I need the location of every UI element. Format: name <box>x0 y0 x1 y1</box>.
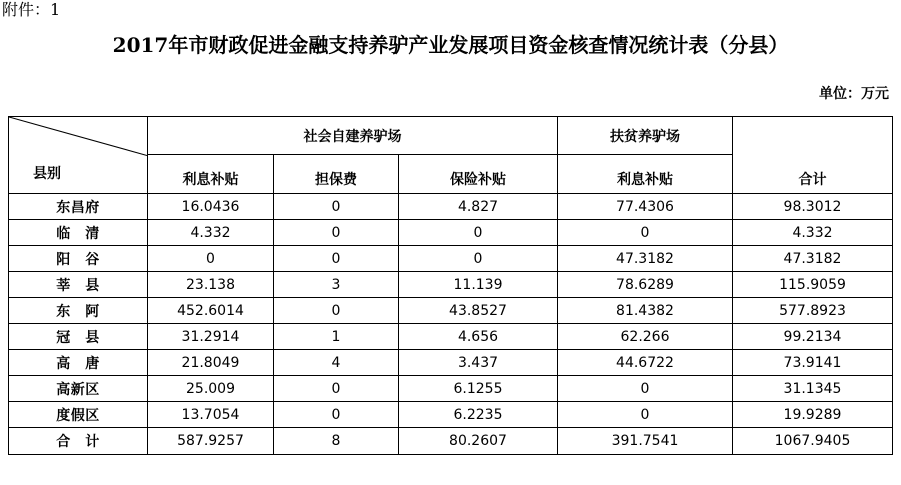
guarantee-cell: 0 <box>274 194 399 220</box>
total-cell: 577.8923 <box>733 298 893 324</box>
poverty-interest-cell: 0 <box>558 402 733 428</box>
column-header-guarantee: 担保费 <box>274 155 399 194</box>
insurance-cell: 3.437 <box>399 350 558 376</box>
total-cell: 115.9059 <box>733 272 893 298</box>
diagonal-line <box>9 117 147 193</box>
interest-cell: 0 <box>148 246 274 272</box>
county-cell: 高新区 <box>9 376 148 402</box>
table-row <box>9 246 893 272</box>
column-header-insurance: 保险补贴 <box>399 155 558 194</box>
total-cell: 4.332 <box>733 220 893 246</box>
county-cell: 东昌府 <box>9 194 148 220</box>
poverty-interest-cell: 47.3182 <box>558 246 733 272</box>
interest-cell: 21.8049 <box>148 350 274 376</box>
insurance-cell: 0 <box>399 246 558 272</box>
county-cell: 东 阿 <box>9 298 148 324</box>
group-header-social: 社会自建养驴场 <box>148 117 558 155</box>
county-cell: 阳 谷 <box>9 246 148 272</box>
guarantee-cell: 4 <box>274 350 399 376</box>
group-header-poverty: 扶贫养驴场 <box>558 117 733 155</box>
county-cell: 冠 县 <box>9 324 148 350</box>
table-row <box>9 402 893 428</box>
table-row <box>9 376 893 402</box>
guarantee-cell: 3 <box>274 272 399 298</box>
guarantee-cell: 1 <box>274 324 399 350</box>
statistics-table <box>8 116 893 455</box>
total-cell: 99.2134 <box>733 324 893 350</box>
total-cell: 19.9289 <box>733 402 893 428</box>
county-header-label: 县别 <box>33 166 61 182</box>
county-cell: 度假区 <box>9 402 148 428</box>
unit-label: 单位：万元 <box>819 86 889 102</box>
insurance-cell: 4.827 <box>399 194 558 220</box>
interest-cell: 4.332 <box>148 220 274 246</box>
table-row <box>9 220 893 246</box>
poverty-interest-cell: 391.7541 <box>558 428 733 455</box>
county-cell: 高 唐 <box>9 350 148 376</box>
total-cell: 98.3012 <box>733 194 893 220</box>
total-cell: 31.1345 <box>733 376 893 402</box>
poverty-interest-cell: 0 <box>558 376 733 402</box>
interest-cell: 13.7054 <box>148 402 274 428</box>
column-header-poverty-interest: 利息补贴 <box>558 155 733 194</box>
total-row <box>9 428 893 455</box>
insurance-cell: 4.656 <box>399 324 558 350</box>
guarantee-cell: 0 <box>274 402 399 428</box>
poverty-interest-cell: 62.266 <box>558 324 733 350</box>
guarantee-cell: 8 <box>274 428 399 455</box>
county-header-cell <box>9 117 148 194</box>
total-cell: 47.3182 <box>733 246 893 272</box>
insurance-cell: 6.1255 <box>399 376 558 402</box>
county-cell: 临 清 <box>9 220 148 246</box>
header-row-group <box>9 117 893 155</box>
poverty-interest-cell: 0 <box>558 220 733 246</box>
poverty-interest-cell: 78.6289 <box>558 272 733 298</box>
table-row <box>9 298 893 324</box>
page-title: 2017年市财政促进金融支持养驴产业发展项目资金核查情况统计表（分县） <box>112 33 789 57</box>
attachment-label: 附件：1 <box>2 0 61 19</box>
interest-cell: 31.2914 <box>148 324 274 350</box>
interest-cell: 16.0436 <box>148 194 274 220</box>
column-header-total: 合计 <box>733 117 893 194</box>
table-row <box>9 194 893 220</box>
insurance-cell: 11.139 <box>399 272 558 298</box>
interest-cell: 23.138 <box>148 272 274 298</box>
guarantee-cell: 0 <box>274 220 399 246</box>
interest-cell: 452.6014 <box>148 298 274 324</box>
guarantee-cell: 0 <box>274 376 399 402</box>
guarantee-cell: 0 <box>274 298 399 324</box>
poverty-interest-cell: 77.4306 <box>558 194 733 220</box>
guarantee-cell: 0 <box>274 246 399 272</box>
insurance-cell: 6.2235 <box>399 402 558 428</box>
county-cell: 合 计 <box>9 428 148 455</box>
table-row <box>9 272 893 298</box>
insurance-cell: 0 <box>399 220 558 246</box>
column-header-interest: 利息补贴 <box>148 155 274 194</box>
total-cell: 73.9141 <box>733 350 893 376</box>
county-cell: 莘 县 <box>9 272 148 298</box>
insurance-cell: 80.2607 <box>399 428 558 455</box>
table-row <box>9 324 893 350</box>
table-row <box>9 350 893 376</box>
poverty-interest-cell: 81.4382 <box>558 298 733 324</box>
poverty-interest-cell: 44.6722 <box>558 350 733 376</box>
interest-cell: 25.009 <box>148 376 274 402</box>
total-cell: 1067.9405 <box>733 428 893 455</box>
insurance-cell: 43.8527 <box>399 298 558 324</box>
interest-cell: 587.9257 <box>148 428 274 455</box>
